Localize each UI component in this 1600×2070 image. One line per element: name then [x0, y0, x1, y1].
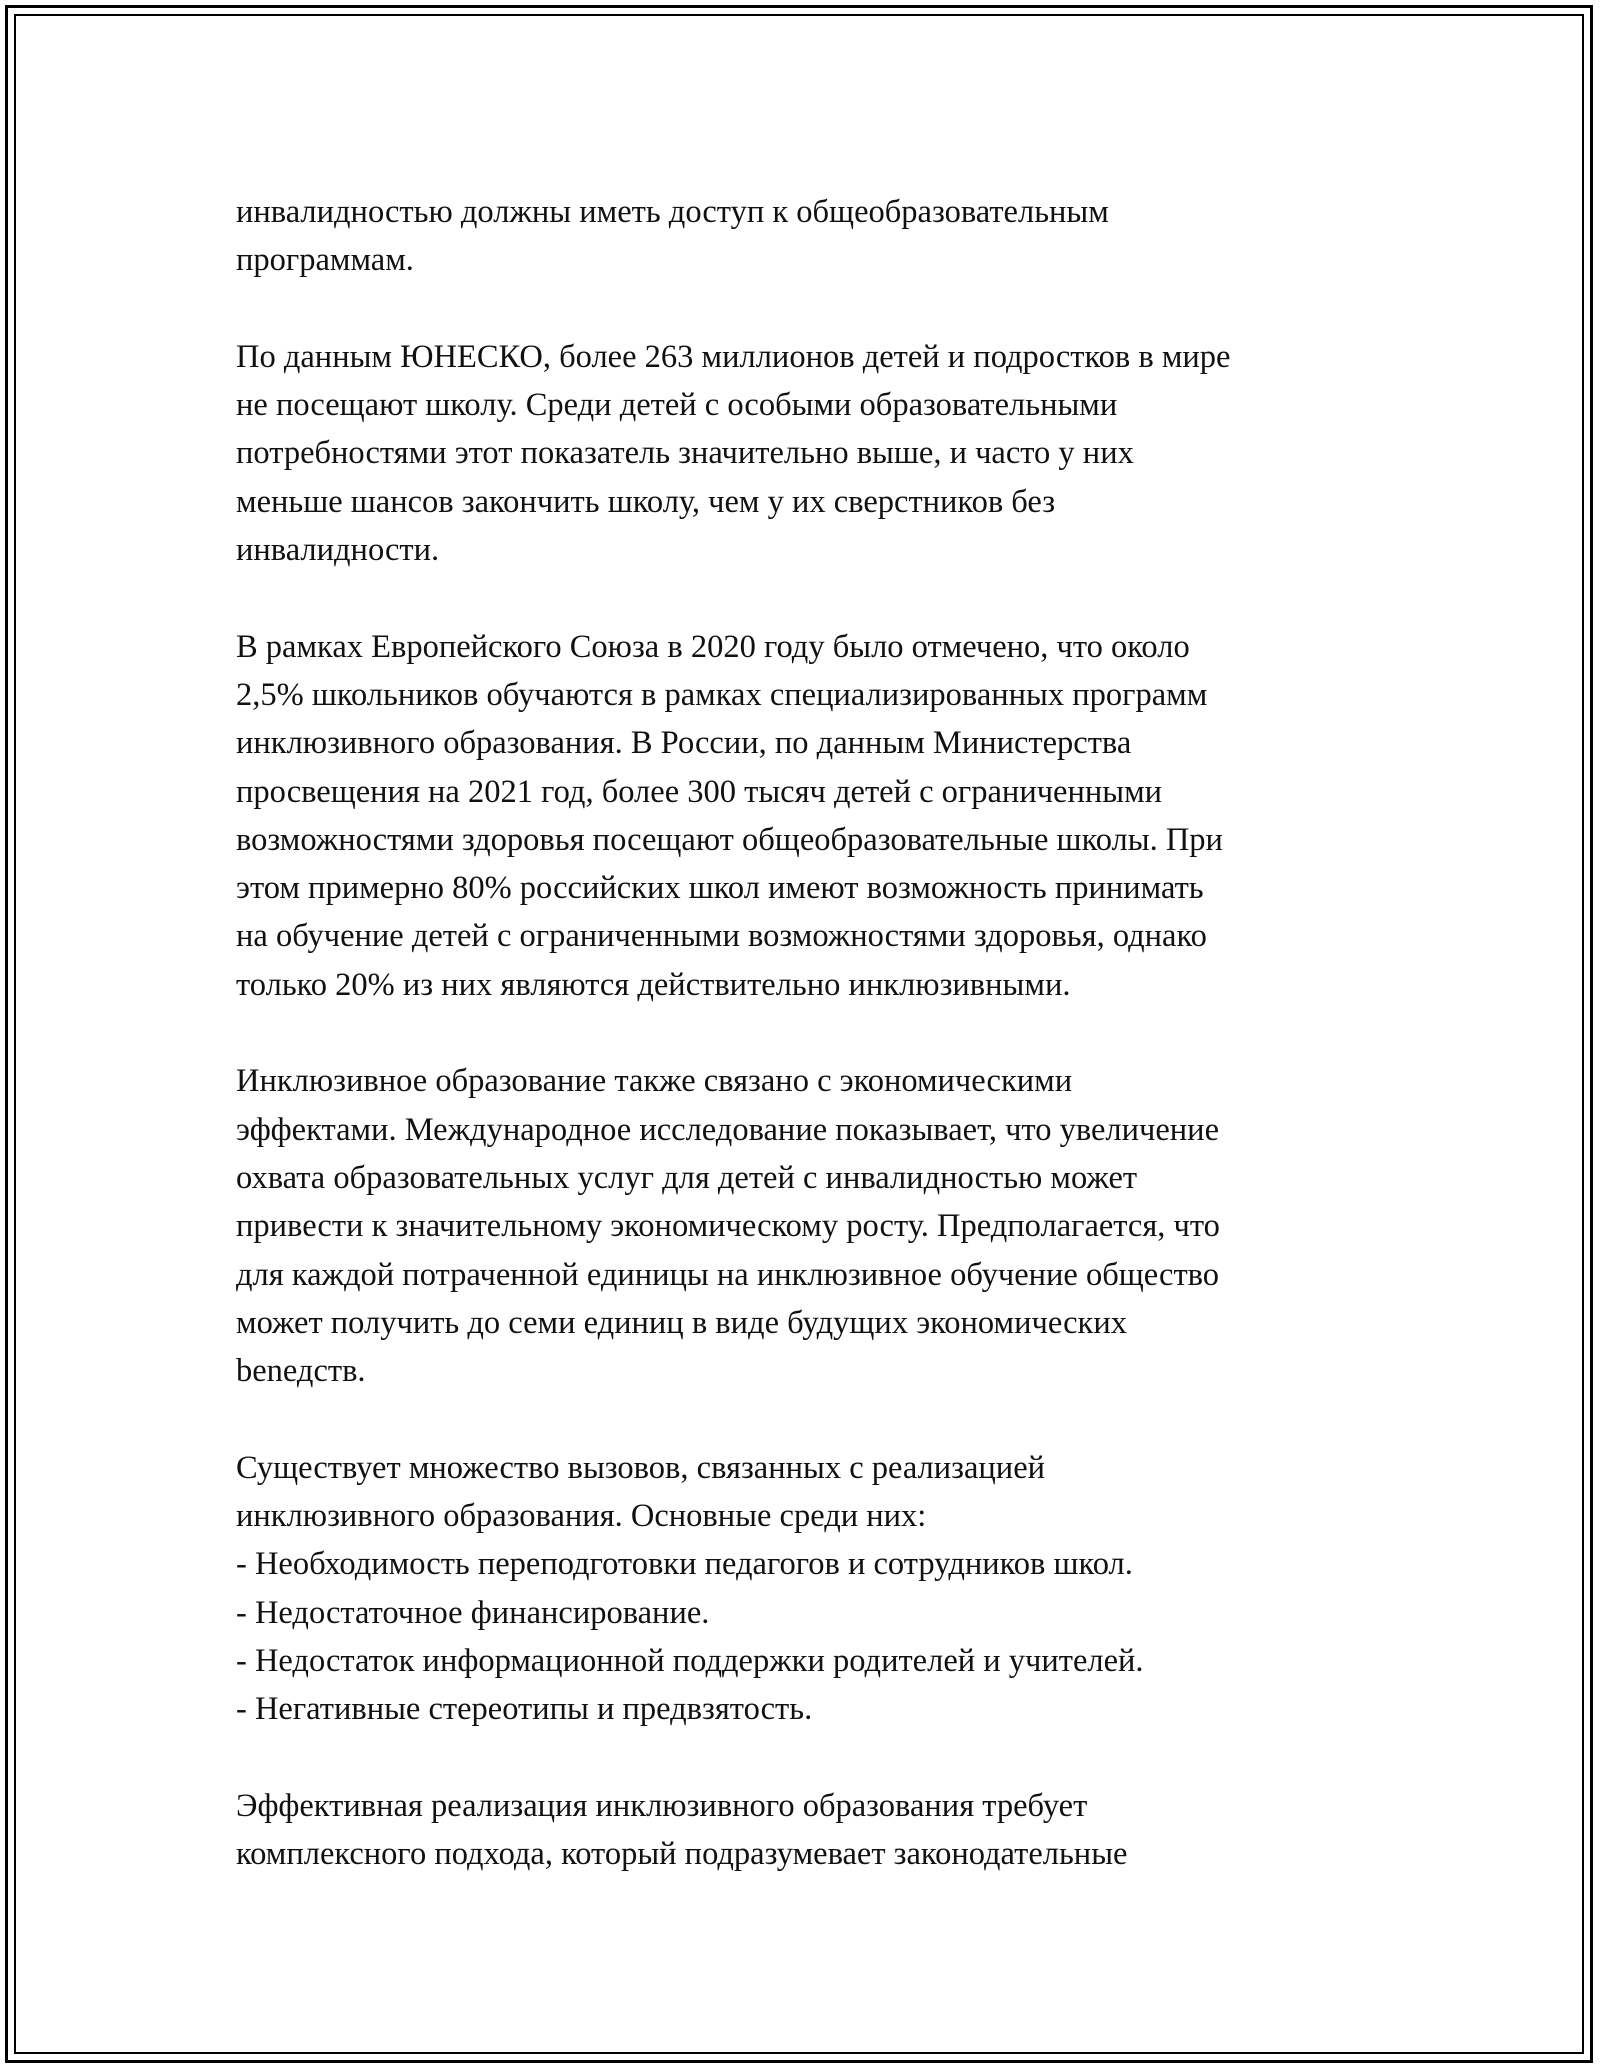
- text-line: меньше шансов закончить школу, чем у их сверстников без: [236, 483, 1056, 520]
- text-line: Инклюзивное образование также связано с экономическими: [236, 1063, 1073, 1100]
- paragraph-statistics: [236, 623, 1376, 1009]
- text-line: комплексного подхода, который подразумевает законодательные: [236, 1836, 1128, 1873]
- text-line: benедств.: [236, 1353, 366, 1390]
- text-line: привести к значительному экономическому росту. Предполагается, что: [236, 1208, 1220, 1245]
- text-line: потребностями этот показатель значительно выше, и часто у них: [236, 435, 1134, 472]
- text-line: этом примерно 80% российских школ имеют возможность принимать: [236, 870, 1204, 907]
- list-item: - Недостаточное финансирование.: [236, 1594, 710, 1631]
- list-item: - Необходимость переподготовки педагогов и сотрудников школ.: [236, 1546, 1133, 1583]
- text-line: возможностями здоровья посещают общеобразовательные школы. При: [236, 821, 1223, 858]
- text-line: В рамках Европейского Союза в 2020 году было отмечено, что около: [236, 628, 1190, 665]
- text-line: только 20% из них являются действительно инклюзивными.: [236, 966, 1071, 1003]
- text-line: По данным ЮНЕСКО, более 263 миллионов детей и подростков в мире: [236, 338, 1231, 375]
- paragraph-unesco: [236, 333, 1376, 574]
- paragraph-challenges: [236, 1444, 1376, 1734]
- text-line: для каждой потраченной единицы на инклюзивное обучение общество: [236, 1256, 1220, 1293]
- paragraph-access: [236, 188, 1376, 285]
- text-line: инклюзивного образования. Основные среди них:: [236, 1498, 927, 1535]
- text-line: эффектами. Международное исследование показывает, что увеличение: [236, 1111, 1219, 1148]
- text-line: просвещения на 2021 год, более 300 тысяч детей с ограниченными: [236, 773, 1163, 810]
- text-line: может получить до семи единиц в виде будущих экономических: [236, 1304, 1127, 1341]
- text-line: охвата образовательных услуг для детей с инвалидностью может: [236, 1159, 1138, 1196]
- paragraph-conclusion: [236, 1782, 1376, 1879]
- text-line: инвалидностью должны иметь доступ к общеобразовательным: [236, 194, 1109, 230]
- list-item: - Негативные стереотипы и предвзятость.: [236, 1691, 813, 1728]
- text-line: 2,5% школьников обучаются в рамках специализированных программ: [236, 676, 1208, 713]
- text-line: на обучение детей с ограниченными возможностями здоровья, однако: [236, 918, 1207, 955]
- text-line: Существует множество вызовов, связанных с реализацией: [236, 1449, 1046, 1486]
- text-line: не посещают школу. Среди детей с особыми образовательными: [236, 387, 1118, 424]
- text-line: программам.: [236, 242, 414, 279]
- text-line: инклюзивного образования. В России, по данным Министерства: [236, 725, 1132, 762]
- text-line: Эффективная реализация инклюзивного образования требует: [236, 1787, 1088, 1824]
- list-item: - Недостаток информационной поддержки родителей и учителей.: [236, 1642, 1144, 1679]
- paragraph-economics: [236, 1057, 1376, 1395]
- text-line: инвалидности.: [236, 532, 440, 569]
- document-body: [236, 188, 1376, 1927]
